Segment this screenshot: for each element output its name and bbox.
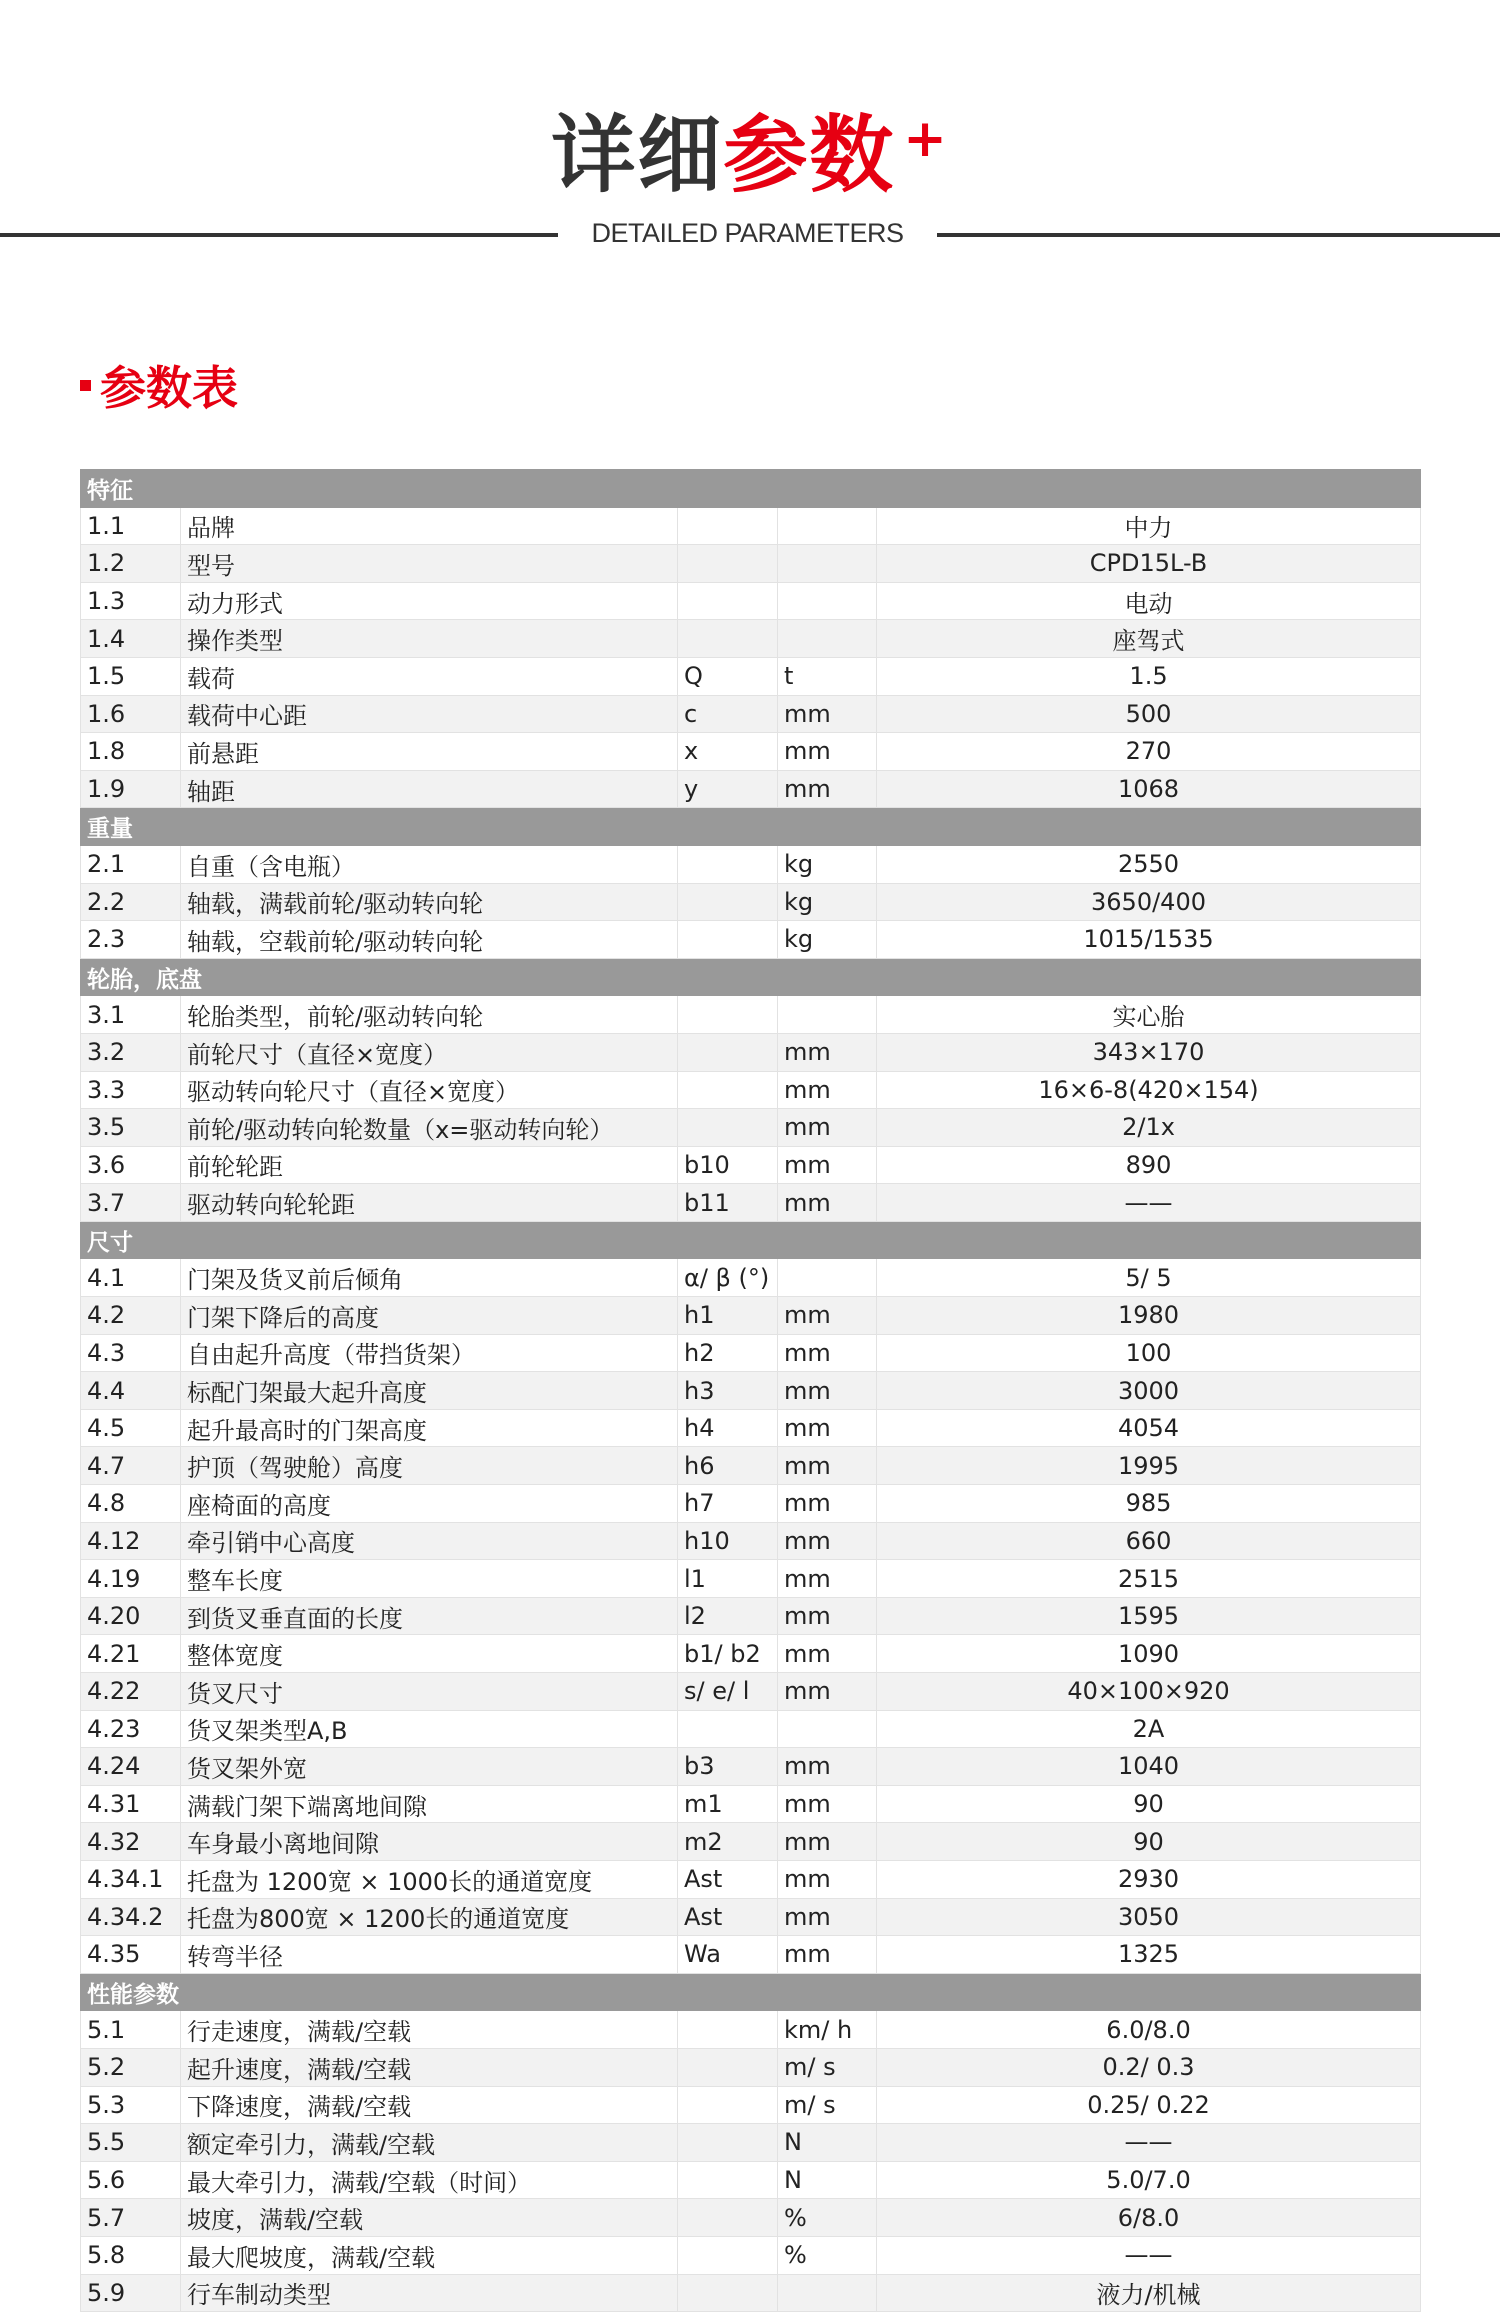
table-row (81, 620, 1421, 658)
param-value: 100 (877, 1334, 1421, 1372)
param-no: 3.3 (81, 1071, 181, 1109)
param-name: 到货叉垂直面的长度 (181, 1597, 678, 1635)
param-no: 3.7 (81, 1184, 181, 1222)
param-unit: % (778, 2199, 877, 2237)
param-unit: t (778, 657, 877, 695)
table-row (81, 1447, 1421, 1485)
param-unit (778, 1259, 877, 1297)
param-no: 4.34.1 (81, 1860, 181, 1898)
param-unit (778, 996, 877, 1034)
param-name: 最大牵引力，满载/空载（时间） (181, 2161, 678, 2199)
param-unit: mm (778, 1635, 877, 1673)
param-unit (778, 507, 877, 545)
table-row (81, 507, 1421, 545)
table-row (81, 545, 1421, 583)
group-header-row (81, 808, 1421, 846)
param-symbol (678, 1710, 778, 1748)
param-name: 牵引销中心高度 (181, 1522, 678, 1560)
param-unit: mm (778, 1936, 877, 1974)
param-symbol: m1 (678, 1785, 778, 1823)
param-value: 5.0/7.0 (877, 2161, 1421, 2199)
param-value: 6.0/8.0 (877, 2011, 1421, 2049)
param-value: 0.25/ 0.22 (877, 2086, 1421, 2124)
param-symbol (678, 2161, 778, 2199)
param-symbol: b11 (678, 1184, 778, 1222)
param-unit: mm (778, 1033, 877, 1071)
param-value: 实心胎 (877, 996, 1421, 1034)
param-name: 整体宽度 (181, 1635, 678, 1673)
param-symbol: h6 (678, 1447, 778, 1485)
param-name: 转弯半径 (181, 1936, 678, 1974)
param-name: 驱动转向轮尺寸（直径×宽度） (181, 1071, 678, 1109)
param-symbol (678, 845, 778, 883)
table-row (81, 2124, 1421, 2162)
page-title (0, 105, 1500, 205)
param-value: 2/1x (877, 1109, 1421, 1147)
param-symbol (678, 996, 778, 1034)
param-no: 1.9 (81, 770, 181, 808)
param-name: 标配门架最大起升高度 (181, 1372, 678, 1410)
param-no: 4.31 (81, 1785, 181, 1823)
param-name: 操作类型 (181, 620, 678, 658)
param-value: 液力/机械 (877, 2274, 1421, 2312)
param-symbol: h2 (678, 1334, 778, 1372)
param-symbol: c (678, 695, 778, 733)
param-no: 4.24 (81, 1748, 181, 1786)
param-symbol (678, 2086, 778, 2124)
param-no: 2.1 (81, 845, 181, 883)
param-symbol: b1/ b2 (678, 1635, 778, 1673)
param-symbol (678, 2236, 778, 2274)
param-no: 1.8 (81, 733, 181, 771)
param-symbol: α/ β (°) (678, 1259, 778, 1297)
param-value: 3050 (877, 1898, 1421, 1936)
param-unit: mm (778, 1447, 877, 1485)
table-row (81, 1673, 1421, 1711)
param-no: 3.5 (81, 1109, 181, 1147)
param-value: —— (877, 2236, 1421, 2274)
param-no: 1.1 (81, 507, 181, 545)
param-symbol (678, 1071, 778, 1109)
param-unit (778, 1710, 877, 1748)
param-name: 前轮轮距 (181, 1146, 678, 1184)
param-no: 4.21 (81, 1635, 181, 1673)
table-row (81, 845, 1421, 883)
param-name: 载荷中心距 (181, 695, 678, 733)
param-no: 1.5 (81, 657, 181, 695)
param-no: 3.6 (81, 1146, 181, 1184)
param-symbol (678, 2048, 778, 2086)
param-value: 40×100×920 (877, 1673, 1421, 1711)
param-name: 行车制动类型 (181, 2274, 678, 2312)
param-name: 整车长度 (181, 1560, 678, 1598)
param-name: 护顶（驾驶舱）高度 (181, 1447, 678, 1485)
table-row (81, 2011, 1421, 2049)
param-symbol: l1 (678, 1560, 778, 1598)
param-no: 5.8 (81, 2236, 181, 2274)
param-symbol (678, 620, 778, 658)
param-unit (778, 2274, 877, 2312)
param-name: 驱动转向轮轮距 (181, 1184, 678, 1222)
param-name: 起升速度，满载/空载 (181, 2048, 678, 2086)
param-value: 1068 (877, 770, 1421, 808)
table-row (81, 2199, 1421, 2237)
param-symbol (678, 921, 778, 959)
param-symbol: h1 (678, 1297, 778, 1335)
param-unit: m/ s (778, 2048, 877, 2086)
param-no: 4.5 (81, 1409, 181, 1447)
param-no: 1.4 (81, 620, 181, 658)
param-value: 985 (877, 1485, 1421, 1523)
table-row (81, 1146, 1421, 1184)
table-row (81, 2161, 1421, 2199)
param-name: 自由起升高度（带挡货架） (181, 1334, 678, 1372)
table-row (81, 1898, 1421, 1936)
divider-left (0, 233, 558, 237)
param-value: 1090 (877, 1635, 1421, 1673)
page-subtitle: DETAILED PARAMETERS (591, 218, 904, 248)
bullet-square-icon (80, 380, 91, 391)
param-unit: kg (778, 883, 877, 921)
param-unit: N (778, 2161, 877, 2199)
param-unit: mm (778, 1597, 877, 1635)
param-unit: mm (778, 733, 877, 771)
param-value: 16×6-8(420×154) (877, 1071, 1421, 1109)
param-value: 2930 (877, 1860, 1421, 1898)
param-name: 满载门架下端离地间隙 (181, 1785, 678, 1823)
param-name: 轴距 (181, 770, 678, 808)
param-no: 4.22 (81, 1673, 181, 1711)
table-row (81, 2086, 1421, 2124)
param-no: 4.4 (81, 1372, 181, 1410)
param-value: —— (877, 2124, 1421, 2162)
table-row (81, 883, 1421, 921)
param-unit: mm (778, 1860, 877, 1898)
table-row (81, 1748, 1421, 1786)
param-symbol: b3 (678, 1748, 778, 1786)
param-unit: mm (778, 1146, 877, 1184)
table-row (81, 1936, 1421, 1974)
param-name: 品牌 (181, 507, 678, 545)
param-no: 1.6 (81, 695, 181, 733)
param-no: 4.20 (81, 1597, 181, 1635)
param-symbol: h10 (678, 1522, 778, 1560)
table-row (81, 1710, 1421, 1748)
param-no: 3.1 (81, 996, 181, 1034)
param-value: 270 (877, 733, 1421, 771)
param-unit: mm (778, 1109, 877, 1147)
table-row (81, 921, 1421, 959)
table-row (81, 582, 1421, 620)
param-symbol (678, 2199, 778, 2237)
param-symbol: l2 (678, 1597, 778, 1635)
param-no: 4.19 (81, 1560, 181, 1598)
section-title-text: 参数表 (100, 361, 238, 415)
param-value: 0.2/ 0.3 (877, 2048, 1421, 2086)
param-no: 4.32 (81, 1823, 181, 1861)
param-value: CPD15L-B (877, 545, 1421, 583)
param-symbol: h4 (678, 1409, 778, 1447)
table-row (81, 2048, 1421, 2086)
param-symbol: x (678, 733, 778, 771)
table-row (81, 1860, 1421, 1898)
param-name: 坡度，满载/空载 (181, 2199, 678, 2237)
param-no: 4.2 (81, 1297, 181, 1335)
param-no: 5.1 (81, 2011, 181, 2049)
param-name: 动力形式 (181, 582, 678, 620)
param-name: 自重（含电瓶） (181, 845, 678, 883)
param-unit: mm (778, 1560, 877, 1598)
param-value: 5/ 5 (877, 1259, 1421, 1297)
param-value: 1015/1535 (877, 921, 1421, 959)
param-value: 2550 (877, 845, 1421, 883)
param-name: 起升最高时的门架高度 (181, 1409, 678, 1447)
param-symbol (678, 2124, 778, 2162)
param-value: —— (877, 1184, 1421, 1222)
param-symbol: y (678, 770, 778, 808)
param-no: 5.6 (81, 2161, 181, 2199)
param-name: 门架下降后的高度 (181, 1297, 678, 1335)
table-row (81, 2274, 1421, 2312)
table-row (81, 1409, 1421, 1447)
param-unit: mm (778, 1334, 877, 1372)
table-row (81, 1071, 1421, 1109)
param-unit: mm (778, 1522, 877, 1560)
param-unit: kg (778, 845, 877, 883)
param-unit: mm (778, 1184, 877, 1222)
param-value: 90 (877, 1785, 1421, 1823)
param-symbol: Wa (678, 1936, 778, 1974)
group-header: 性能参数 (81, 1973, 1421, 2011)
param-unit: m/ s (778, 2086, 877, 2124)
param-symbol: h7 (678, 1485, 778, 1523)
table-row (81, 1635, 1421, 1673)
table-row (81, 1033, 1421, 1071)
param-no: 4.8 (81, 1485, 181, 1523)
param-unit: mm (778, 1823, 877, 1861)
param-no: 5.7 (81, 2199, 181, 2237)
param-symbol: b10 (678, 1146, 778, 1184)
param-unit: N (778, 2124, 877, 2162)
table-row (81, 2236, 1421, 2274)
param-no: 1.3 (81, 582, 181, 620)
param-unit: mm (778, 1748, 877, 1786)
table-row (81, 1372, 1421, 1410)
param-value: 1595 (877, 1597, 1421, 1635)
table-row (81, 1259, 1421, 1297)
param-unit: mm (778, 695, 877, 733)
param-name: 轴载，空载前轮/驱动转向轮 (181, 921, 678, 959)
table-row (81, 1522, 1421, 1560)
param-name: 货叉架外宽 (181, 1748, 678, 1786)
group-header-row (81, 958, 1421, 996)
param-symbol (678, 582, 778, 620)
param-unit (778, 620, 877, 658)
table-row (81, 1785, 1421, 1823)
param-name: 托盘为 1200宽 × 1000长的通道宽度 (181, 1860, 678, 1898)
param-value: 2515 (877, 1560, 1421, 1598)
param-no: 4.7 (81, 1447, 181, 1485)
group-header: 重量 (81, 808, 1421, 846)
param-name: 下降速度，满载/空载 (181, 2086, 678, 2124)
param-unit: mm (778, 1372, 877, 1410)
group-header: 轮胎，底盘 (81, 958, 1421, 996)
param-value: 6/8.0 (877, 2199, 1421, 2237)
param-unit: mm (778, 1785, 877, 1823)
section-title (80, 352, 238, 418)
param-symbol (678, 1109, 778, 1147)
table-row (81, 1109, 1421, 1147)
table-row (81, 1184, 1421, 1222)
param-name: 轴载，满载前轮/驱动转向轮 (181, 883, 678, 921)
param-symbol: m2 (678, 1823, 778, 1861)
param-value: 1980 (877, 1297, 1421, 1335)
param-symbol: Q (678, 657, 778, 695)
param-no: 4.35 (81, 1936, 181, 1974)
table-row (81, 695, 1421, 733)
param-symbol (678, 2011, 778, 2049)
param-symbol (678, 545, 778, 583)
title-dark: 详细 (551, 106, 724, 204)
param-unit: mm (778, 1898, 877, 1936)
param-no: 4.23 (81, 1710, 181, 1748)
param-value: 90 (877, 1823, 1421, 1861)
table-row (81, 1297, 1421, 1335)
group-header: 尺寸 (81, 1221, 1421, 1259)
param-value: 座驾式 (877, 620, 1421, 658)
param-name: 货叉架类型A,B (181, 1710, 678, 1748)
param-symbol (678, 507, 778, 545)
group-header-row (81, 1221, 1421, 1259)
group-header-row (81, 1973, 1421, 2011)
param-no: 4.1 (81, 1259, 181, 1297)
table-row (81, 1823, 1421, 1861)
param-no: 5.9 (81, 2274, 181, 2312)
param-unit: mm (778, 770, 877, 808)
table-row (81, 733, 1421, 771)
param-symbol: Ast (678, 1898, 778, 1936)
table-row (81, 1597, 1421, 1635)
param-unit: mm (778, 1485, 877, 1523)
param-value: 4054 (877, 1409, 1421, 1447)
param-symbol: h3 (678, 1372, 778, 1410)
param-value: 343×170 (877, 1033, 1421, 1071)
param-value: 2A (877, 1710, 1421, 1748)
param-no: 1.2 (81, 545, 181, 583)
param-name: 额定牵引力，满载/空载 (181, 2124, 678, 2162)
param-no: 2.3 (81, 921, 181, 959)
param-symbol (678, 883, 778, 921)
param-no: 2.2 (81, 883, 181, 921)
param-name: 轮胎类型，前轮/驱动转向轮 (181, 996, 678, 1034)
param-unit: mm (778, 1409, 877, 1447)
param-unit: mm (778, 1071, 877, 1109)
table-row (81, 1485, 1421, 1523)
parameter-table (80, 469, 1421, 2312)
param-name: 车身最小离地间隙 (181, 1823, 678, 1861)
table-row (81, 770, 1421, 808)
param-no: 4.12 (81, 1522, 181, 1560)
param-value: 3000 (877, 1372, 1421, 1410)
param-no: 4.34.2 (81, 1898, 181, 1936)
param-value: 中力 (877, 507, 1421, 545)
param-name: 型号 (181, 545, 678, 583)
param-value: 890 (877, 1146, 1421, 1184)
param-name: 最大爬坡度，满载/空载 (181, 2236, 678, 2274)
param-name: 载荷 (181, 657, 678, 695)
param-value: 500 (877, 695, 1421, 733)
param-name: 行走速度，满载/空载 (181, 2011, 678, 2049)
param-unit (778, 582, 877, 620)
param-unit: % (778, 2236, 877, 2274)
param-unit: mm (778, 1673, 877, 1711)
param-value: 660 (877, 1522, 1421, 1560)
table-row (81, 1334, 1421, 1372)
table-row (81, 657, 1421, 695)
divider-right (937, 233, 1500, 237)
title-red: 参数 (723, 106, 896, 204)
param-symbol (678, 1033, 778, 1071)
param-value: 1.5 (877, 657, 1421, 695)
plus-icon: + (903, 109, 949, 169)
param-name: 货叉尺寸 (181, 1673, 678, 1711)
param-value: 1995 (877, 1447, 1421, 1485)
param-name: 托盘为800宽 × 1200长的通道宽度 (181, 1898, 678, 1936)
param-name: 门架及货叉前后倾角 (181, 1259, 678, 1297)
param-no: 3.2 (81, 1033, 181, 1071)
param-no: 4.3 (81, 1334, 181, 1372)
param-no: 5.2 (81, 2048, 181, 2086)
param-name: 前轮尺寸（直径×宽度） (181, 1033, 678, 1071)
param-value: 1325 (877, 1936, 1421, 1974)
param-symbol: Ast (678, 1860, 778, 1898)
param-value: 电动 (877, 582, 1421, 620)
group-header-row (81, 470, 1421, 508)
param-name: 前轮/驱动转向轮数量（x=驱动转向轮） (181, 1109, 678, 1147)
param-name: 座椅面的高度 (181, 1485, 678, 1523)
param-symbol (678, 2274, 778, 2312)
param-unit (778, 545, 877, 583)
param-unit: kg (778, 921, 877, 959)
group-header: 特征 (81, 470, 1421, 508)
param-unit: km/ h (778, 2011, 877, 2049)
param-value: 1040 (877, 1748, 1421, 1786)
param-symbol: s/ e/ l (678, 1673, 778, 1711)
table-row (81, 1560, 1421, 1598)
param-name: 前悬距 (181, 733, 678, 771)
param-no: 5.5 (81, 2124, 181, 2162)
table-row (81, 996, 1421, 1034)
param-value: 3650/400 (877, 883, 1421, 921)
param-unit: mm (778, 1297, 877, 1335)
page-header (0, 0, 1500, 290)
param-no: 5.3 (81, 2086, 181, 2124)
